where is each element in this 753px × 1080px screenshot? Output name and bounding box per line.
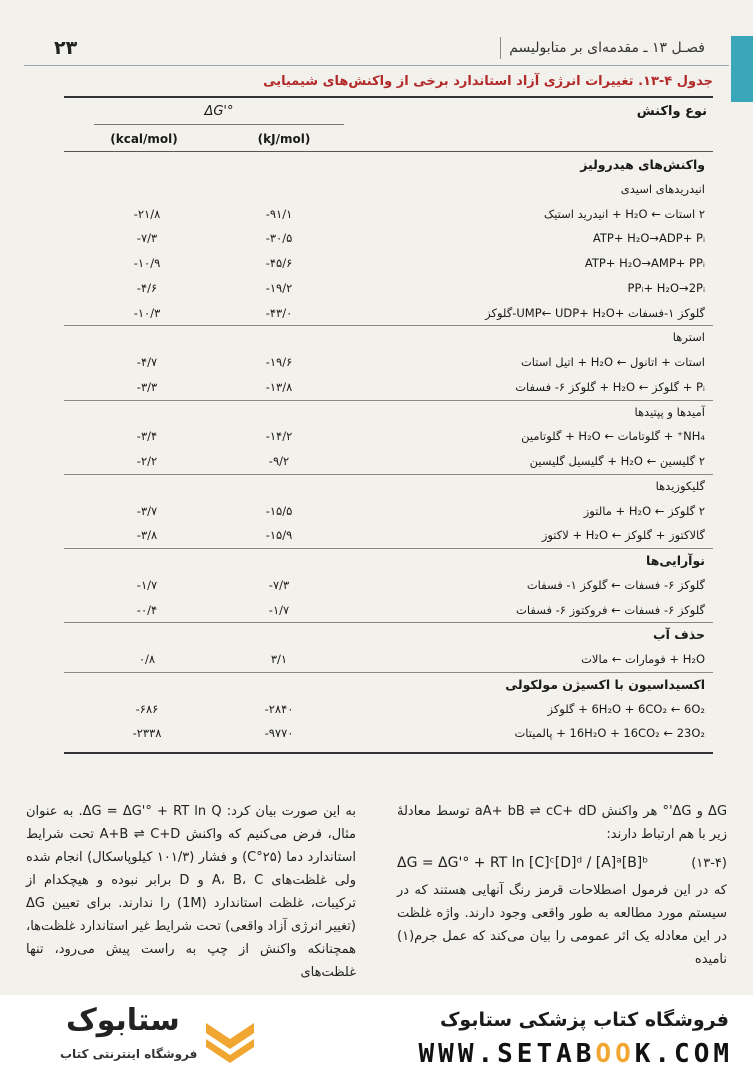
- reaction-cell: ۲ گلیسین ← H₂O + گلیسیل گلیسین: [529, 454, 705, 468]
- reaction-cell: PPᵢ+ H₂O→2Pᵢ: [627, 280, 705, 295]
- table-row: [64, 281, 713, 306]
- kj-value-cell: -۱۳/۸: [265, 379, 293, 394]
- kcal-value-cell: -۶۸۶: [135, 701, 159, 716]
- kj-value-cell: -۱۹/۶: [265, 355, 293, 369]
- section-title: اکسیداسیون با اکسیژن مولکولی: [505, 676, 705, 692]
- table-caption: جدول ۴-۱۳. تغییرات انرژی آزاد استاندارد برخی از واکنش‌های شیمیایی: [263, 74, 713, 89]
- reaction-cell: Pᵢ + گلوکز ← H₂O + گلوکز ۶- فسفات: [515, 379, 705, 394]
- header-delta-g: ΔG'°: [204, 104, 234, 119]
- table-row: [64, 726, 713, 751]
- chapter-tab-marker: [731, 36, 753, 102]
- header-divider: [500, 37, 501, 59]
- reaction-cell: استات + اتانول ← H₂O + اتیل استات: [520, 355, 705, 369]
- section-title: واکنش‌های هیدرولیز: [580, 157, 705, 172]
- body-column-left: [26, 800, 356, 984]
- table-row: [64, 553, 713, 578]
- group-separator: [64, 325, 713, 326]
- table-row: [64, 479, 713, 504]
- store-logo[interactable]: [30, 1003, 260, 1073]
- chapter-title: فصـل ۱۳ ـ مقدمه‌ای بر متابولیسم: [509, 39, 705, 56]
- table-row: [64, 330, 713, 355]
- logo-subtitle: فروشگاه اینترنتی کتاب: [60, 1047, 198, 1061]
- section-title: نوآرایی‌ها: [646, 553, 705, 568]
- free-energy-table: [64, 96, 713, 754]
- kcal-value-cell: -۱/۷: [136, 577, 158, 592]
- reaction-cell: آمیدها و پپتیدها: [634, 404, 705, 419]
- kcal-value-cell: -۳/۳: [136, 379, 158, 394]
- reaction-cell: NH₄⁺ + گلوتامات ← H₂O + گلوتامین: [521, 429, 705, 444]
- kcal-value-cell: ۰/۸: [138, 652, 156, 666]
- table-row: [64, 429, 713, 454]
- reaction-cell: گالاکتوز + گلوکز ← H₂O + لاکتوز: [541, 528, 705, 543]
- header-underline: [94, 124, 344, 125]
- table-row: [64, 603, 713, 628]
- kj-value-cell: ۳/۱: [270, 652, 288, 666]
- kj-value-cell: -۹۱/۱: [265, 206, 293, 221]
- kj-value-cell: -۹۷۷۰: [264, 726, 294, 741]
- table-row: [64, 652, 713, 677]
- table-row: [64, 504, 713, 529]
- paragraph: به این صورت بیان کرد: ΔG = ΔG'° + RT ln Q. به عنوان مثال، فرض می‌کنیم که واکنش A+B ⇌ C+D تحت شرایط استاندارد دما (۲۵°C) و فشار (۱۰۱/۳ کیلوپاسکال) انجام شده ولی غلظت‌های A، B، C و D برابر نبوده و هیچکدام از ترکیبات، غلظت استاندارد (1M) را ندارند. برای تعیین ΔG (تغییر انرژی آزاد واقعی) تحت شرایط غیر استاندارد غلظت‌ها، همچنانکه واکنش از چپ به راست پیش می‌رود، تنها غلظت‌های: [26, 804, 356, 980]
- table-row: [64, 256, 713, 281]
- shop-name: فروشگاه کتاب پزشکی ستابوک: [439, 1009, 729, 1031]
- body-column-right: [397, 800, 727, 971]
- paragraph: که در این فرمول اصطلاحات قرمز رنگ آنهایی هستند که در سیستم مورد مطالعه به طور واقعی وجود دارند. واژه غلظت در این معادله یک اثر عمومی را بیان می‌کند که عمل جرم(۱) نامیده: [397, 883, 727, 967]
- kcal-value-cell: -۴/۶: [136, 280, 158, 295]
- logo-wordmark: ستابوک: [66, 1003, 180, 1038]
- table-row: [64, 207, 713, 232]
- table-row: [64, 627, 713, 652]
- reaction-cell: ۲ گلوکز ← H₂O + مالتوز: [583, 503, 705, 518]
- table-row: [64, 355, 713, 380]
- paragraph: ΔG و ΔG'° هر واکنش aA+ bB ⇌ cC+ dD توسط معادلهٔ زیر با هم ارتباط دارند:: [397, 804, 728, 842]
- table-row: [64, 578, 713, 603]
- table-row: [64, 405, 713, 430]
- kcal-value-cell: -۳/۷: [136, 503, 158, 518]
- table-row: [64, 677, 713, 702]
- table-row: [64, 454, 713, 479]
- kcal-value-cell: -۲۱/۸: [133, 206, 161, 221]
- equation-number: (۱۳-۴): [691, 856, 727, 871]
- chapter-title-wrap: [500, 37, 729, 59]
- reaction-cell: 16H₂O + 16CO₂ ← 23O₂ + پالمیتات: [514, 726, 705, 741]
- group-separator: [64, 548, 713, 549]
- kj-value-cell: -۴۵/۶: [265, 256, 293, 270]
- group-separator: [64, 672, 713, 673]
- kcal-value-cell: -۱۰/۳: [133, 305, 161, 320]
- table-row: [64, 380, 713, 405]
- kcal-value-cell: -۰/۴: [136, 602, 158, 617]
- kj-value-cell: -۱/۷: [268, 602, 290, 617]
- page-number: ۲۳: [54, 36, 78, 59]
- reaction-cell: ATP+ H₂O→AMP+ PPᵢ: [584, 256, 705, 270]
- table-row: [64, 528, 713, 553]
- reaction-cell: ۲ استات ← H₂O + انیدرید استیک: [543, 206, 705, 221]
- reaction-cell: 6H₂O + 6CO₂ ← 6O₂ + گلوکز: [547, 701, 705, 716]
- section-title: حذف آب: [653, 627, 705, 643]
- table-row: [64, 702, 713, 727]
- table-row: [64, 157, 713, 182]
- table-header: [64, 98, 713, 152]
- reaction-cell: گلوکز ۶- فسفات ← گلوکز ۱- فسفات: [526, 577, 705, 592]
- kcal-value-cell: -۴/۷: [136, 355, 158, 369]
- kj-value-cell: -۱۵/۵: [265, 503, 293, 518]
- table-row: [64, 306, 713, 331]
- reaction-cell: گلوکز ۱-فسفات +UMP← UDP+ H₂O-گلوکز: [485, 305, 705, 320]
- group-separator: [64, 474, 713, 475]
- reaction-cell: انیدریدهای اسیدی: [620, 181, 705, 196]
- equation-block: [397, 852, 727, 875]
- kj-value-cell: -۱۵/۹: [265, 528, 293, 543]
- kj-value-cell: -۴۳/۰: [265, 305, 293, 320]
- store-banner: [0, 995, 753, 1080]
- page-header: [24, 30, 729, 66]
- kcal-value-cell: -۳/۸: [136, 528, 158, 543]
- table-row: [64, 182, 713, 207]
- kcal-value-cell: -۱۰/۹: [133, 256, 161, 270]
- kj-value-cell: -۷/۳: [268, 577, 290, 592]
- reaction-cell: گلوکز ۶- فسفات ← فروکتوز ۶- فسفات: [516, 602, 705, 617]
- reaction-cell: استرها: [672, 330, 705, 345]
- kj-value-cell: -۲۸۴۰: [264, 701, 294, 716]
- kcal-value-cell: -۲۳۳۸: [132, 726, 162, 741]
- table-row: [64, 231, 713, 256]
- group-separator: [64, 622, 713, 623]
- kcal-value-cell: -۷/۳: [136, 231, 158, 246]
- kcal-value-cell: -۳/۴: [136, 429, 158, 444]
- group-separator: [64, 400, 713, 401]
- reaction-cell: H₂O + فومارات ← مالات: [581, 652, 705, 666]
- kj-value-cell: -۹/۲: [268, 454, 290, 468]
- shop-url[interactable]: WWW.SETABOOK.COM: [418, 1039, 733, 1069]
- reaction-cell: گلیکوزیدها: [655, 478, 705, 493]
- logo-chevron-icon: [200, 1009, 260, 1069]
- kcal-value-cell: -۲/۲: [136, 454, 158, 468]
- header-kcal: (kcal/mol): [110, 132, 178, 146]
- kj-value-cell: -۳۰/۵: [265, 231, 293, 246]
- equation: ΔG = ΔG'° + RT ln [C]ᶜ[D]ᵈ / [A]ᵃ[B]ᵇ: [397, 855, 649, 871]
- header-reaction-type: نوع واکنش: [636, 104, 707, 119]
- kj-value-cell: -۱۹/۲: [265, 280, 293, 295]
- reaction-cell: ATP+ H₂O→ADP+ Pᵢ: [592, 231, 705, 246]
- header-kj: (kJ/mol): [257, 132, 311, 146]
- kj-value-cell: -۱۴/۲: [265, 429, 293, 444]
